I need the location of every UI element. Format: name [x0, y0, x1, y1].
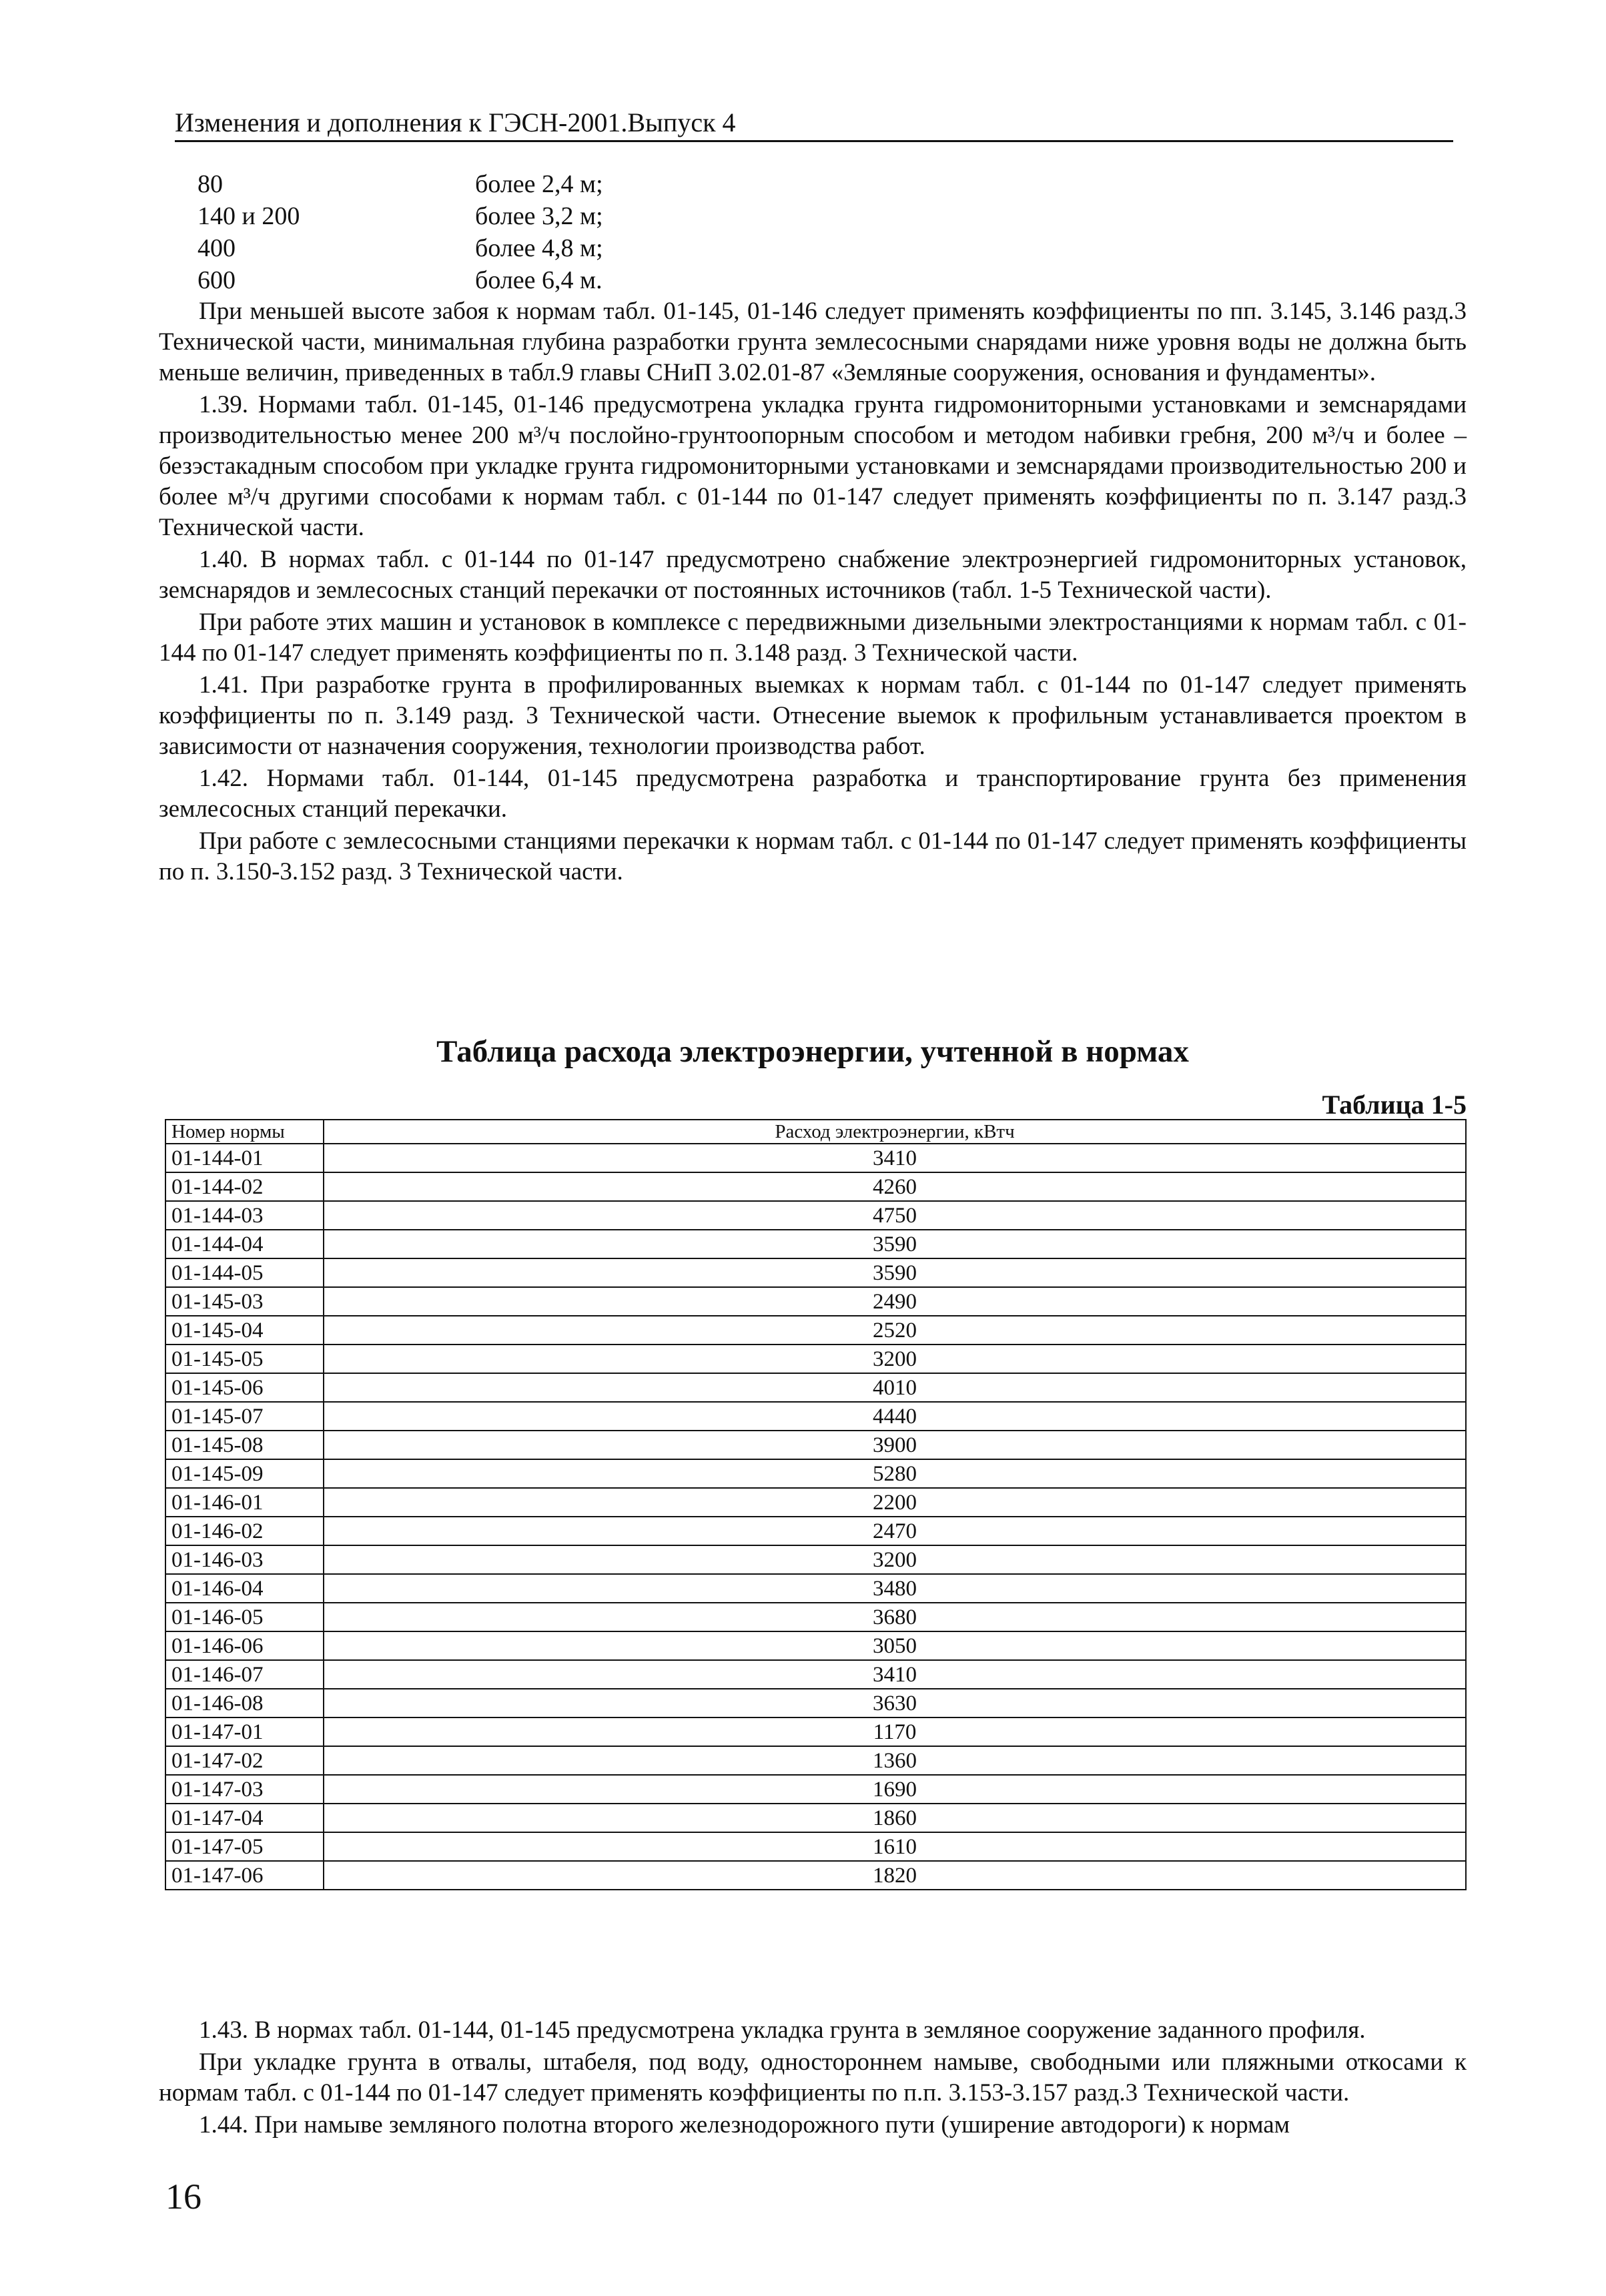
table-body	[165, 1144, 1466, 1890]
norm-number-cell: 01-147-03	[165, 1775, 324, 1804]
table-row	[165, 1201, 1466, 1230]
capacity-value: 80	[197, 170, 223, 198]
norm-number-cell: 01-147-02	[165, 1746, 324, 1775]
energy-value-cell: 1360	[324, 1746, 1466, 1775]
paragraph: При работе с землесосными станциями перекачки к нормам табл. с 01-144 по 01-147 следует применять коэффициенты по п. 3.150-3.152 разд. 3 Технической части.	[159, 827, 1467, 885]
energy-value-cell: 1820	[324, 1861, 1466, 1890]
table-row	[165, 1574, 1466, 1603]
norm-number-cell: 01-147-04	[165, 1804, 324, 1832]
energy-table	[165, 1119, 1467, 1890]
norm-number-cell: 01-146-06	[165, 1631, 324, 1660]
table-row	[165, 1545, 1466, 1574]
page-number: 16	[165, 2177, 202, 2217]
norm-number-cell: 01-146-08	[165, 1689, 324, 1717]
norm-number-cell: 01-144-01	[165, 1144, 324, 1172]
norm-number-cell: 01-147-05	[165, 1832, 324, 1861]
norm-number-cell: 01-145-03	[165, 1287, 324, 1316]
energy-value-cell: 3410	[324, 1660, 1466, 1689]
norm-number-cell: 01-144-04	[165, 1230, 324, 1258]
table-number: Таблица 1-5	[1322, 1090, 1467, 1120]
energy-value-cell: 3590	[324, 1230, 1466, 1258]
table-row	[165, 1287, 1466, 1316]
capacity-value: 600	[197, 266, 236, 294]
energy-value-cell: 3200	[324, 1345, 1466, 1373]
table-row	[165, 1717, 1466, 1746]
energy-value-cell: 4260	[324, 1172, 1466, 1201]
table-row	[165, 1144, 1466, 1172]
paragraph: 1.44. При намыве земляного полотна второго железнодорожного пути (уширение автодороги) к нормам	[199, 2111, 1290, 2139]
energy-value-cell: 2470	[324, 1517, 1466, 1545]
table-row	[165, 1517, 1466, 1545]
paragraph: При меньшей высоте забоя к нормам табл. 01-145, 01-146 следует применять коэффициенты по пп. 3.145, 3.146 разд.3 Технической части, минимальная глубина разработки грунта землесосными снарядами ниже уровня воды не должна быть меньше величин, приведенных в табл.9 главы СНиП 3.02.01-87 «Земляные сооружения, основания и фундаменты».	[159, 298, 1467, 386]
energy-value-cell: 5280	[324, 1459, 1466, 1488]
norm-number-cell: 01-145-05	[165, 1345, 324, 1373]
energy-value-cell: 3630	[324, 1689, 1466, 1717]
body-text-bottom	[159, 2015, 1467, 2141]
paragraph: При укладке грунта в отвалы, штабеля, под воду, одностороннем намыве, свободными или пляжными откосами к нормам табл. с 01-144 по 01-147 следует применять коэффициенты по п.п. 3.153-3.157 разд.3 Технической части.	[159, 2048, 1467, 2107]
table-row	[165, 1660, 1466, 1689]
energy-value-cell: 3200	[324, 1545, 1466, 1574]
energy-value-cell: 4440	[324, 1402, 1466, 1431]
table-header-row	[165, 1120, 1466, 1144]
norm-number-cell: 01-145-06	[165, 1373, 324, 1402]
norm-number-cell: 01-146-02	[165, 1517, 324, 1545]
table-row	[165, 1345, 1466, 1373]
norm-number-cell: 01-144-05	[165, 1258, 324, 1287]
energy-value-cell: 3900	[324, 1431, 1466, 1459]
energy-value-cell: 4010	[324, 1373, 1466, 1402]
norm-number-cell: 01-146-07	[165, 1660, 324, 1689]
table-row	[165, 1459, 1466, 1488]
column-header-energy: Расход электроэнергии, кВтч	[324, 1120, 1466, 1144]
norm-number-cell: 01-144-03	[165, 1201, 324, 1230]
energy-value-cell: 2490	[324, 1287, 1466, 1316]
table-row	[165, 1603, 1466, 1631]
height-value: более 2,4 м;	[475, 170, 603, 198]
table-row	[165, 1832, 1466, 1861]
height-value: более 3,2 м;	[475, 202, 603, 230]
norm-number-cell: 01-146-03	[165, 1545, 324, 1574]
paragraph: 1.40. В нормах табл. с 01-144 по 01-147 предусмотрено снабжение электроэнергией гидромониторных установок, земснарядов и землесосных станций перекачки от постоянных источников (табл. 1-5 Технической части).	[159, 546, 1467, 604]
paragraph: При работе этих машин и установок в комплексе с передвижными дизельными электростанциями к нормам табл. с 01-144 по 01-147 следует применять коэффициенты по п. 3.148 разд. 3 Технической части.	[159, 609, 1467, 667]
energy-value-cell: 3410	[324, 1144, 1466, 1172]
table-row	[165, 1861, 1466, 1890]
norm-number-cell: 01-145-07	[165, 1402, 324, 1431]
table-row	[165, 1402, 1466, 1431]
running-header: Изменения и дополнения к ГЭСН-2001.Выпуск 4	[175, 107, 1453, 142]
table-row	[165, 1172, 1466, 1201]
height-value: более 6,4 м.	[475, 266, 603, 294]
norm-number-cell: 01-146-04	[165, 1574, 324, 1603]
column-header-norm: Номер нормы	[165, 1120, 324, 1144]
energy-value-cell: 3480	[324, 1574, 1466, 1603]
table-row	[165, 1488, 1466, 1517]
paragraph: 1.42. Нормами табл. 01-144, 01-145 предусмотрена разработка и транспортирование грунта без применения землесосных станций перекачки.	[159, 765, 1467, 823]
capacity-value: 400	[197, 234, 236, 262]
energy-value-cell: 3590	[324, 1258, 1466, 1287]
table-row	[165, 1746, 1466, 1775]
energy-value-cell: 1610	[324, 1832, 1466, 1861]
table-title: Таблица расхода электроэнергии, учтенной в нормах	[436, 1034, 1189, 1069]
table-row	[165, 1258, 1466, 1287]
energy-value-cell: 2520	[324, 1316, 1466, 1345]
norm-number-cell: 01-145-08	[165, 1431, 324, 1459]
energy-value-cell: 1860	[324, 1804, 1466, 1832]
energy-value-cell: 3050	[324, 1631, 1466, 1660]
norm-number-cell: 01-144-02	[165, 1172, 324, 1201]
body-text-top	[159, 296, 1467, 887]
table-row	[165, 1373, 1466, 1402]
paragraph: 1.41. При разработке грунта в профилированных выемках к нормам табл. с 01-144 по 01-147 следует применять коэффициенты по п. 3.149 разд. 3 Технической части. Отнесение выемок к профильным устанавливается проектом в зависимости от назначения сооружения, технологии производства работ.	[159, 671, 1467, 760]
capacity-value: 140 и 200	[197, 202, 300, 230]
energy-value-cell: 4750	[324, 1201, 1466, 1230]
table-row	[165, 1631, 1466, 1660]
energy-value-cell: 3680	[324, 1603, 1466, 1631]
norm-number-cell: 01-146-05	[165, 1603, 324, 1631]
table-row	[165, 1804, 1466, 1832]
norm-number-cell: 01-145-04	[165, 1316, 324, 1345]
table-row	[165, 1689, 1466, 1717]
height-value: более 4,8 м;	[475, 234, 603, 262]
table-row	[165, 1431, 1466, 1459]
paragraph: 1.43. В нормах табл. 01-144, 01-145 предусмотрена укладка грунта в земляное сооружение заданного профиля.	[199, 2016, 1366, 2044]
paragraph: 1.39. Нормами табл. 01-145, 01-146 предусмотрена укладка грунта гидромониторными установками и земснарядами производительностью менее 200 м³/ч послойно-грунтоопорным способом и методом набивки гребня, 200 м³/ч и более – безэстакадным способом при укладке грунта гидромониторными установками и земснарядами производительностью 200 и более м³/ч другими способами к нормам табл. с 01-144 по 01-147 следует применять коэффициенты по п. 3.147 разд.3 Технической части.	[159, 391, 1467, 541]
norm-number-cell: 01-147-01	[165, 1717, 324, 1746]
energy-value-cell: 1690	[324, 1775, 1466, 1804]
norm-number-cell: 01-145-09	[165, 1459, 324, 1488]
norm-number-cell: 01-146-01	[165, 1488, 324, 1517]
norm-number-cell: 01-147-06	[165, 1861, 324, 1890]
table-row	[165, 1316, 1466, 1345]
energy-value-cell: 2200	[324, 1488, 1466, 1517]
table-row	[165, 1230, 1466, 1258]
table-row	[165, 1775, 1466, 1804]
energy-value-cell: 1170	[324, 1717, 1466, 1746]
